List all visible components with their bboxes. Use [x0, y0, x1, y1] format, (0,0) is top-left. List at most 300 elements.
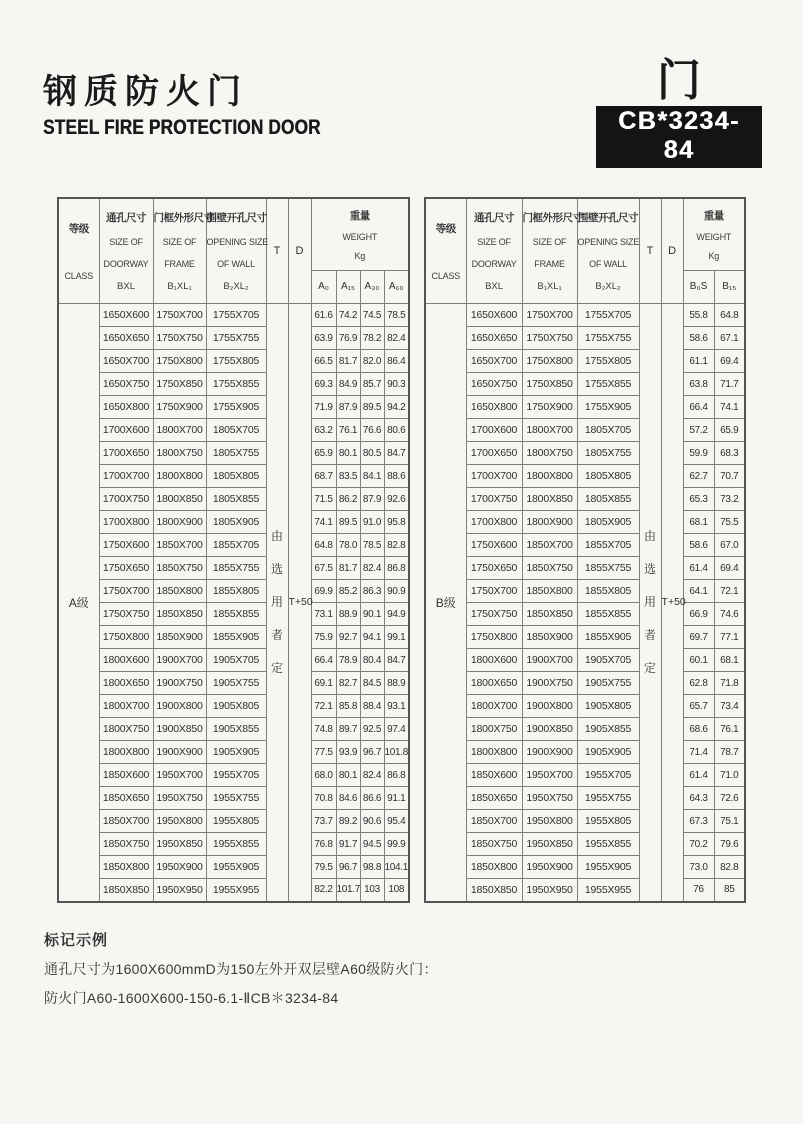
- doorway-size-cell: 1700X650: [99, 442, 153, 465]
- weight-value-cell: 80.6: [384, 419, 409, 442]
- weight-value-cell: 69.4: [714, 350, 745, 373]
- spec-row: [425, 833, 745, 856]
- doorway-size-cell: 1850X750: [99, 833, 153, 856]
- doorway-size-cell: 1650X700: [99, 350, 153, 373]
- spec-row: [58, 603, 409, 626]
- doorway-size-cell: 1700X700: [466, 465, 522, 488]
- weight-value-cell: 67.1: [714, 327, 745, 350]
- marking-example: [44, 929, 438, 1008]
- weight-subcolumn-a60: A₆₀: [384, 270, 409, 303]
- doorway-size-cell: 1800X600: [99, 649, 153, 672]
- spec-row: [58, 396, 409, 419]
- frame-size-cell: 1750X900: [522, 396, 577, 419]
- wall-opening-size-cell: 1805X805: [577, 465, 639, 488]
- weight-value-cell: 82.7: [336, 672, 360, 695]
- class-column-header: [58, 198, 99, 304]
- spec-row: [58, 442, 409, 465]
- weight-value-cell: 91.0: [360, 511, 384, 534]
- weight-value-cell: 86.4: [384, 350, 409, 373]
- wall-opening-size-cell: 1955X805: [206, 810, 266, 833]
- spec-row: [58, 879, 409, 902]
- weight-value-cell: 60.1: [683, 649, 714, 672]
- weight-value-cell: 90.1: [360, 603, 384, 626]
- doorway-size-cell: 1850X700: [99, 810, 153, 833]
- doorway-header-cn: 通孔尺寸: [106, 212, 146, 224]
- corner-character: 门: [657, 56, 701, 105]
- spec-row: [58, 764, 409, 787]
- weight-value-cell: 97.4: [384, 718, 409, 741]
- spec-row: [58, 672, 409, 695]
- frame-size-cell: 1950X850: [522, 833, 577, 856]
- weight-value-cell: 66.9: [683, 603, 714, 626]
- weight-value-cell: 87.9: [336, 396, 360, 419]
- spec-row: [58, 511, 409, 534]
- wall-opening-size-cell: 1905X705: [577, 649, 639, 672]
- weight-value-cell: 86.6: [360, 787, 384, 810]
- frame-size-cell: 1800X700: [153, 419, 206, 442]
- weight-value-cell: 74.1: [714, 396, 745, 419]
- weight-subcolumn-a15: A₁₅: [336, 270, 360, 303]
- weight-value-cell: 82.0: [360, 350, 384, 373]
- weight-value-cell: 82.4: [384, 327, 409, 350]
- doorway-size-cell: 1800X600: [466, 649, 522, 672]
- weight-value-cell: 104.1: [384, 856, 409, 879]
- spec-row: [58, 718, 409, 741]
- standard-code-badge: CB*3234-84: [596, 106, 762, 168]
- spec-row: [425, 350, 745, 373]
- weight-value-cell: 68.1: [714, 649, 745, 672]
- doorway-size-cell: 1700X600: [99, 419, 153, 442]
- doorway-size-cell: 1750X750: [466, 603, 522, 626]
- class-a-table-body: [58, 304, 409, 902]
- weight-value-cell: 69.9: [311, 580, 336, 603]
- weight-value-cell: 76.8: [311, 833, 336, 856]
- weight-value-cell: 73.7: [311, 810, 336, 833]
- weight-value-cell: 95.8: [384, 511, 409, 534]
- weight-value-cell: 80.1: [336, 442, 360, 465]
- doorway-size-cell: 1750X700: [466, 580, 522, 603]
- weight-header-unit: Kg: [354, 250, 366, 261]
- wall-opening-size-cell: 1755X755: [577, 327, 639, 350]
- frame-size-cell: 1900X900: [153, 741, 206, 764]
- wall-header-en1: OPENING SIZE: [577, 237, 640, 247]
- doorway-size-cell: 1650X650: [99, 327, 153, 350]
- spec-row: [425, 810, 745, 833]
- weight-value-cell: 90.9: [384, 580, 409, 603]
- frame-size-cell: 1900X800: [153, 695, 206, 718]
- weight-header-unit: Kg: [708, 250, 720, 261]
- spec-row: [425, 764, 745, 787]
- weight-value-cell: 74.2: [336, 304, 360, 327]
- spec-row: [58, 350, 409, 373]
- wall-opening-size-cell: 1755X705: [577, 304, 639, 327]
- wall-opening-size-cell: 1805X705: [577, 419, 639, 442]
- doorway-size-cell: 1650X750: [99, 373, 153, 396]
- weight-value-cell: 58.6: [683, 534, 714, 557]
- doorway-size-cell: 1800X650: [99, 672, 153, 695]
- wall-opening-size-cell: 1855X805: [577, 580, 639, 603]
- weight-value-cell: 72.1: [714, 580, 745, 603]
- weight-value-cell: 65.7: [683, 695, 714, 718]
- weight-value-cell: 69.4: [714, 557, 745, 580]
- spec-row: [58, 465, 409, 488]
- weight-value-cell: 68.6: [683, 718, 714, 741]
- doorway-size-cell: 1650X700: [466, 350, 522, 373]
- weight-value-cell: 101.7: [336, 879, 360, 902]
- weight-value-cell: 69.1: [311, 672, 336, 695]
- spec-row: [425, 879, 745, 902]
- weight-value-cell: 89.5: [360, 396, 384, 419]
- weight-value-cell: 55.8: [683, 304, 714, 327]
- frame-size-cell: 1750X850: [153, 373, 206, 396]
- doorway-size-cell: 1800X700: [466, 695, 522, 718]
- weight-value-cell: 80.1: [336, 764, 360, 787]
- thickness-column-header: T: [639, 198, 661, 304]
- spec-row: [425, 465, 745, 488]
- weight-value-cell: 73.2: [714, 488, 745, 511]
- frame-size-cell: 1950X700: [153, 764, 206, 787]
- wall-opening-size-cell: 1855X905: [206, 626, 266, 649]
- weight-value-cell: 63.8: [683, 373, 714, 396]
- wall-opening-size-cell: 1905X905: [206, 741, 266, 764]
- frame-size-cell: 1800X900: [522, 511, 577, 534]
- wall-opening-size-cell: 1905X855: [577, 718, 639, 741]
- frame-size-cell: 1850X700: [153, 534, 206, 557]
- class-header-en: CLASS: [431, 270, 461, 281]
- frame-size-cell: 1950X750: [522, 787, 577, 810]
- wall-opening-size-cell: 1955X705: [577, 764, 639, 787]
- class-column-header: [425, 198, 466, 304]
- frame-size-cell: 1950X900: [153, 856, 206, 879]
- weight-value-cell: 84.7: [384, 649, 409, 672]
- frame-size-cell: 1900X700: [153, 649, 206, 672]
- marking-example-line2: 防火门A60-1600X600-150-6.1-ⅡCB＊3234-84: [44, 990, 339, 1006]
- wall-opening-size-cell: 1855X755: [206, 557, 266, 580]
- spec-row: [58, 649, 409, 672]
- doorway-size-cell: 1800X700: [99, 695, 153, 718]
- class-b-spec-table: [424, 197, 746, 903]
- weight-value-cell: 66.4: [311, 649, 336, 672]
- d-value-cell: T+50: [288, 304, 311, 902]
- weight-value-cell: 71.8: [714, 672, 745, 695]
- depth-column-header: D: [288, 198, 311, 304]
- weight-value-cell: 67.0: [714, 534, 745, 557]
- doorway-size-cell: 1700X800: [466, 511, 522, 534]
- weight-value-cell: 92.7: [336, 626, 360, 649]
- weight-value-cell: 66.4: [683, 396, 714, 419]
- doorway-size-cell: 1800X750: [466, 718, 522, 741]
- frame-size-cell: 1950X750: [153, 787, 206, 810]
- spec-row: [425, 396, 745, 419]
- weight-value-cell: 77.5: [311, 741, 336, 764]
- frame-size-cell: 1900X750: [153, 672, 206, 695]
- doorway-size-cell: 1850X600: [99, 764, 153, 787]
- doorway-header-code: BXL: [485, 281, 504, 292]
- doorway-size-cell: 1850X650: [466, 787, 522, 810]
- spec-row: [58, 580, 409, 603]
- spec-row: [58, 741, 409, 764]
- doorway-header-en1: SIZE OF: [477, 237, 511, 247]
- weight-value-cell: 65.9: [714, 419, 745, 442]
- frame-size-cell: 1750X700: [153, 304, 206, 327]
- frame-size-cell: 1850X700: [522, 534, 577, 557]
- weight-value-cell: 61.4: [683, 764, 714, 787]
- t-value-vertical-text: 由选用者定: [271, 528, 284, 675]
- wall-opening-size-cell: 1955X905: [206, 856, 266, 879]
- doorway-header-en1: SIZE OF: [109, 237, 143, 247]
- spec-row: [58, 327, 409, 350]
- weight-value-cell: 84.6: [336, 787, 360, 810]
- weight-subcolumn-a30: A₃₀: [360, 270, 384, 303]
- weight-value-cell: 86.8: [384, 764, 409, 787]
- doorway-header-code: BXL: [117, 281, 135, 292]
- class-header-cn: 等级: [435, 223, 456, 236]
- spec-row: [58, 557, 409, 580]
- weight-value-cell: 94.9: [384, 603, 409, 626]
- spec-row: [425, 511, 745, 534]
- weight-value-cell: 71.4: [683, 741, 714, 764]
- wall-header-en2: OF WALL: [217, 259, 255, 269]
- spec-row: [425, 741, 745, 764]
- wall-opening-size-cell: 1955X955: [577, 879, 639, 902]
- frame-size-cell: 1850X850: [153, 603, 206, 626]
- frame-size-cell: 1950X950: [153, 879, 206, 902]
- weight-value-cell: 82.8: [714, 856, 745, 879]
- wall-header-en2: OF WALL: [589, 259, 627, 269]
- weight-value-cell: 75.9: [311, 626, 336, 649]
- weight-value-cell: 86.3: [360, 580, 384, 603]
- weight-value-cell: 74.1: [311, 511, 336, 534]
- weight-value-cell: 85.2: [336, 580, 360, 603]
- thickness-column-header: T: [266, 198, 288, 304]
- frame-size-cell: 1900X900: [522, 741, 577, 764]
- t-value-cell: [639, 304, 661, 902]
- weight-value-cell: 71.9: [311, 396, 336, 419]
- frame-size-cell: 1850X900: [522, 626, 577, 649]
- weight-value-cell: 68.0: [311, 764, 336, 787]
- weight-value-cell: 89.7: [336, 718, 360, 741]
- frame-size-cell: 1750X850: [522, 373, 577, 396]
- spec-row: [425, 580, 745, 603]
- corner-mark: [596, 58, 762, 168]
- doorway-size-cell: 1750X650: [466, 557, 522, 580]
- wall-opening-size-cell: 1855X855: [577, 603, 639, 626]
- frame-size-cell: 1950X950: [522, 879, 577, 902]
- spec-row: [58, 534, 409, 557]
- wall-opening-size-cell: 1805X705: [206, 419, 266, 442]
- spec-row: [425, 327, 745, 350]
- wall-opening-size-cell: 1905X805: [206, 695, 266, 718]
- frame-header-en1: SIZE OF: [162, 237, 197, 247]
- wall-opening-size-cell: 1955X905: [577, 856, 639, 879]
- weight-value-cell: 70.2: [683, 833, 714, 856]
- doorway-header-cn: 通孔尺寸: [474, 212, 515, 224]
- weight-value-cell: 101.8: [384, 741, 409, 764]
- doorway-size-cell: 1700X750: [466, 488, 522, 511]
- frame-size-cell: 1950X850: [153, 833, 206, 856]
- weight-value-cell: 94.2: [384, 396, 409, 419]
- weight-value-cell: 68.3: [714, 442, 745, 465]
- doorway-size-cell: 1850X600: [466, 764, 522, 787]
- doorway-size-cell: 1850X800: [466, 856, 522, 879]
- weight-value-cell: 94.1: [360, 626, 384, 649]
- weight-value-cell: 84.1: [360, 465, 384, 488]
- frame-header-code: B₁XL₁: [167, 281, 192, 292]
- doorway-size-cell: 1850X650: [99, 787, 153, 810]
- weight-value-cell: 93.9: [336, 741, 360, 764]
- weight-value-cell: 63.2: [311, 419, 336, 442]
- doorway-size-cell: 1650X800: [99, 396, 153, 419]
- weight-value-cell: 82.4: [360, 764, 384, 787]
- frame-size-cell: 1900X700: [522, 649, 577, 672]
- spec-row: [425, 718, 745, 741]
- frame-size-cell: 1850X800: [153, 580, 206, 603]
- t-value-vertical-text: 由选用者定: [644, 528, 657, 675]
- frame-column-header: [522, 198, 583, 304]
- weight-value-cell: 86.8: [384, 557, 409, 580]
- doorway-size-cell: 1750X700: [99, 580, 153, 603]
- frame-header-en2: FRAME: [534, 259, 565, 269]
- spec-row: [58, 856, 409, 879]
- wall-opening-size-cell: 1905X755: [206, 672, 266, 695]
- frame-size-cell: 1800X700: [522, 419, 577, 442]
- frame-size-cell: 1800X900: [153, 511, 206, 534]
- weight-value-cell: 79.5: [311, 856, 336, 879]
- frame-header-cn: 门框外形尺寸: [522, 212, 583, 224]
- weight-value-cell: 83.5: [336, 465, 360, 488]
- spec-row: [425, 488, 745, 511]
- frame-size-cell: 1850X850: [522, 603, 577, 626]
- weight-value-cell: 71.5: [311, 488, 336, 511]
- weight-value-cell: 67.5: [311, 557, 336, 580]
- frame-column-header: [153, 198, 214, 304]
- page-title-chinese: 钢质防火门: [43, 73, 248, 111]
- doorway-size-cell: 1650X750: [466, 373, 522, 396]
- wall-opening-size-cell: 1955X805: [577, 810, 639, 833]
- doorway-size-cell: 1650X600: [466, 304, 522, 327]
- weight-value-cell: 72.6: [714, 787, 745, 810]
- page-title-english: STEEL FIRE PROTECTION DOOR: [43, 116, 321, 140]
- weight-value-cell: 76: [683, 879, 714, 902]
- weight-value-cell: 73.0: [683, 856, 714, 879]
- wall-opening-size-cell: 1905X805: [577, 695, 639, 718]
- wall-opening-size-cell: 1905X705: [206, 649, 266, 672]
- weight-value-cell: 79.6: [714, 833, 745, 856]
- spec-row: [58, 833, 409, 856]
- weight-value-cell: 96.7: [336, 856, 360, 879]
- weight-value-cell: 88.9: [336, 603, 360, 626]
- spec-row: [58, 626, 409, 649]
- spec-row: [425, 626, 745, 649]
- weight-value-cell: 99.9: [384, 833, 409, 856]
- wall-opening-size-cell: 1755X905: [206, 396, 266, 419]
- weight-value-cell: 95.4: [384, 810, 409, 833]
- spec-row: [425, 649, 745, 672]
- depth-column-header: D: [661, 198, 683, 304]
- frame-size-cell: 1950X800: [522, 810, 577, 833]
- frame-size-cell: 1750X900: [153, 396, 206, 419]
- weight-value-cell: 92.6: [384, 488, 409, 511]
- frame-size-cell: 1750X700: [522, 304, 577, 327]
- weight-value-cell: 80.5: [360, 442, 384, 465]
- frame-header-cn: 门框外形尺寸: [153, 212, 214, 224]
- frame-size-cell: 1850X900: [153, 626, 206, 649]
- weight-value-cell: 84.5: [360, 672, 384, 695]
- weight-value-cell: 68.7: [311, 465, 336, 488]
- weight-value-cell: 70.7: [714, 465, 745, 488]
- weight-value-cell: 71.0: [714, 764, 745, 787]
- weight-value-cell: 98.8: [360, 856, 384, 879]
- wall-opening-size-cell: 1755X805: [206, 350, 266, 373]
- weight-value-cell: 103: [360, 879, 384, 902]
- weight-value-cell: 85.7: [360, 373, 384, 396]
- doorway-size-cell: 1750X800: [99, 626, 153, 649]
- frame-size-cell: 1800X800: [153, 465, 206, 488]
- wall-opening-size-cell: 1805X855: [577, 488, 639, 511]
- weight-value-cell: 89.2: [336, 810, 360, 833]
- frame-size-cell: 1800X800: [522, 465, 577, 488]
- weight-value-cell: 90.3: [384, 373, 409, 396]
- wall-opening-size-cell: 1855X805: [206, 580, 266, 603]
- wall-opening-size-cell: 1755X905: [577, 396, 639, 419]
- doorway-size-cell: 1650X600: [99, 304, 153, 327]
- weight-value-cell: 61.6: [311, 304, 336, 327]
- wall-opening-column-header: [577, 198, 639, 304]
- wall-opening-size-cell: 1855X705: [577, 534, 639, 557]
- spec-row: [425, 672, 745, 695]
- frame-size-cell: 1900X850: [522, 718, 577, 741]
- wall-opening-size-cell: 1955X855: [577, 833, 639, 856]
- spec-row: [425, 304, 745, 327]
- weight-value-cell: 84.9: [336, 373, 360, 396]
- weight-value-cell: 64.8: [311, 534, 336, 557]
- spec-row: [425, 373, 745, 396]
- frame-size-cell: 1750X750: [522, 327, 577, 350]
- weight-value-cell: 81.7: [336, 350, 360, 373]
- weight-value-cell: 75.5: [714, 511, 745, 534]
- weight-value-cell: 85.8: [336, 695, 360, 718]
- wall-header-cn: 围壁开孔尺寸: [578, 212, 639, 224]
- wall-header-en1: OPENING SIZE: [206, 237, 269, 247]
- doorway-size-cell: 1650X650: [466, 327, 522, 350]
- weight-value-cell: 64.1: [683, 580, 714, 603]
- doorway-column-header: [99, 198, 153, 304]
- weight-subcolumn-b0s: B₀S: [683, 270, 714, 303]
- wall-opening-size-cell: 1855X705: [206, 534, 266, 557]
- weight-value-cell: 74.8: [311, 718, 336, 741]
- spec-row: [58, 488, 409, 511]
- weight-value-cell: 78.5: [360, 534, 384, 557]
- weight-value-cell: 74.6: [714, 603, 745, 626]
- spec-row: [425, 534, 745, 557]
- wall-opening-size-cell: 1755X755: [206, 327, 266, 350]
- weight-value-cell: 91.7: [336, 833, 360, 856]
- doorway-size-cell: 1700X700: [99, 465, 153, 488]
- weight-header-en: WEIGHT: [342, 231, 378, 242]
- weight-value-cell: 80.4: [360, 649, 384, 672]
- weight-value-cell: 59.9: [683, 442, 714, 465]
- wall-opening-size-cell: 1805X805: [206, 465, 266, 488]
- weight-value-cell: 88.6: [384, 465, 409, 488]
- title-block: [43, 74, 382, 140]
- weight-value-cell: 96.7: [360, 741, 384, 764]
- wall-opening-size-cell: 1955X755: [206, 787, 266, 810]
- doorway-size-cell: 1700X800: [99, 511, 153, 534]
- spec-row: [58, 695, 409, 718]
- weight-value-cell: 78.2: [360, 327, 384, 350]
- doorway-size-cell: 1800X750: [99, 718, 153, 741]
- weight-value-cell: 93.1: [384, 695, 409, 718]
